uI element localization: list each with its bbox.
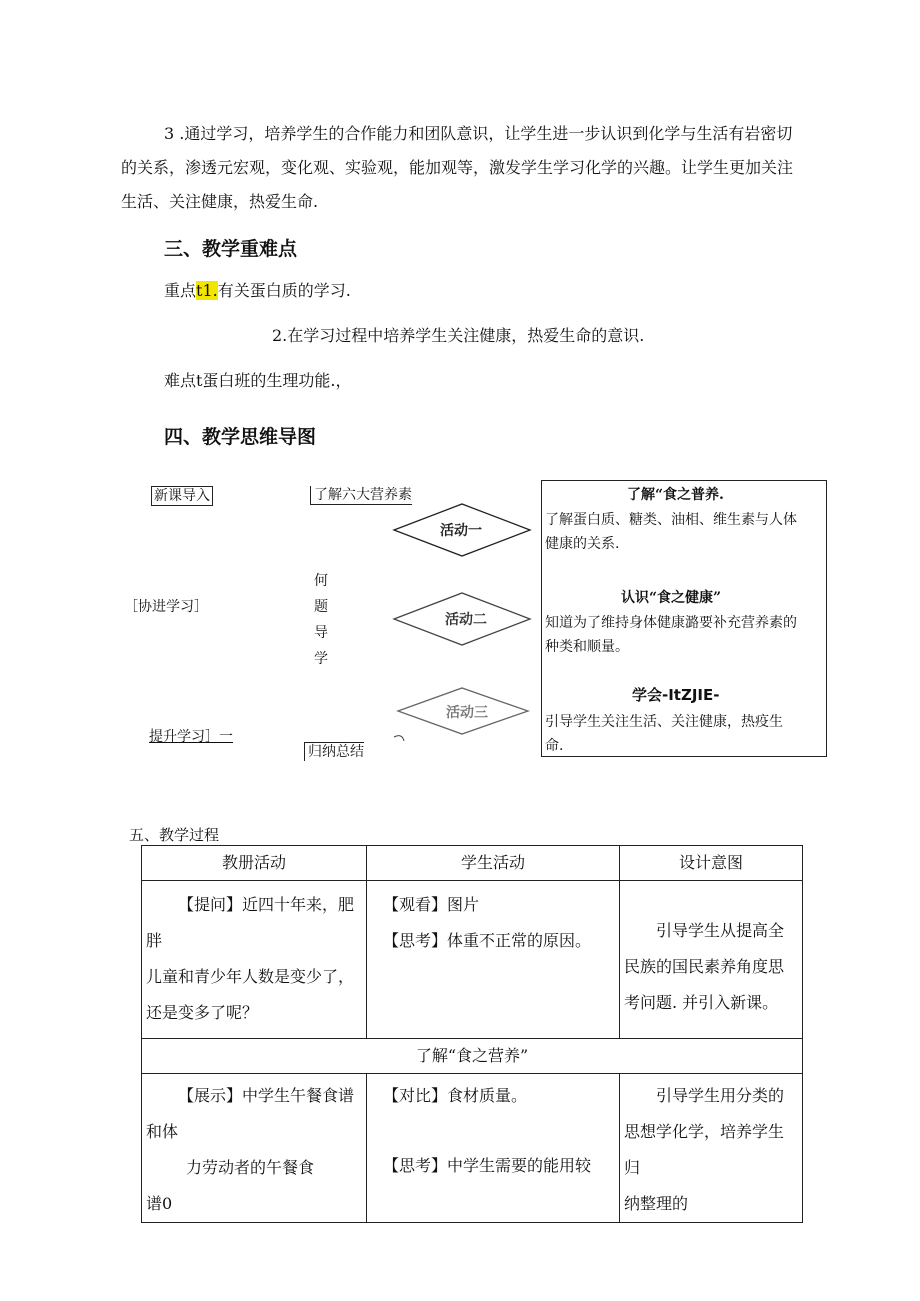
row2-intent-line: 思想学化学，培养学生归: [624, 1122, 785, 1177]
goal-1-title: 了解“食之普养.: [627, 487, 724, 503]
key-point-1-text: 有关蛋白质的学习.: [217, 281, 351, 300]
goal-2-line-2: 种类和顺量。: [545, 639, 629, 655]
goal-3-title: 学会-ItZJIE-: [632, 686, 720, 704]
activity-3-label: 活动三: [446, 705, 488, 721]
row2-teacher-line: 力劳动者的午餐食: [186, 1158, 315, 1177]
mindmap-six-nutrients: 了解六大营养素: [310, 486, 412, 505]
section-4-title: 四、教学思维导图: [164, 426, 317, 448]
mindmap-summary: 归纳总结: [304, 742, 364, 761]
table-header-row: [142, 846, 803, 881]
activity-1-label: 活动一: [440, 523, 482, 539]
key-point-2: 2.在学习过程中培养学生关注健康，热爱生命的意识.: [272, 326, 645, 345]
table-row: [142, 1074, 803, 1223]
row1-intent-line: 引导学生从提高全: [656, 921, 785, 940]
vertical-char-1: 何: [314, 573, 328, 589]
row2-teacher-line: 【展示】中学生午餐食谱和体: [146, 1086, 355, 1141]
header-intent: 设计意图: [620, 846, 803, 881]
span-row-title: 了解“食之营养”: [142, 1039, 803, 1074]
goal-1-line-2: 健康的关系.: [545, 536, 620, 552]
vertical-char-3: 导: [314, 625, 328, 641]
table-span-row: [142, 1039, 803, 1074]
goal-3-line-1: 引导学生关注生活、关注健康，热疫生: [545, 714, 783, 730]
mindmap-collab-label: ［协进学习］: [124, 599, 208, 615]
row1-intent: [620, 881, 803, 1039]
goal-1-line-1: 了解蛋白质、糖类、油相、维生素与人体: [545, 512, 797, 528]
section-3-title: 三、教学重难点: [164, 238, 298, 260]
objective-3-line-2: 的关系，渗透元宏观，变化观、实验观，能加观等，激发学生学习化学的兴趣。让学生更加关注: [121, 158, 794, 177]
row1-teacher: [142, 881, 367, 1039]
row1-intent-line: 民族的国民素养角度思: [624, 957, 785, 976]
row1-intent-line: 考问题. 并引入新课。: [624, 993, 779, 1012]
mindmap-intro-label: 新课导入: [151, 486, 213, 506]
difficulty-point: 难点t蛋白班的生理功能.，: [164, 371, 352, 390]
header-student: 学生活动: [367, 846, 620, 881]
row1-student-line: 【思考】体重不正常的原因。: [383, 931, 592, 950]
row2-intent: [620, 1074, 803, 1223]
section-5-title: 五、教学过程: [129, 826, 220, 844]
row2-student-line: 【对比】食材质量。: [383, 1086, 528, 1105]
key-point-1: [164, 274, 351, 308]
header-teacher: 教册活动: [142, 846, 367, 881]
row1-teacher-line: 【提问】近四十年来，肥胖: [146, 895, 355, 950]
vertical-char-4: 学: [314, 651, 328, 667]
activity-2-label: 活动二: [445, 612, 487, 628]
row2-student-line: 【思考】中学生需要的能用较: [383, 1156, 592, 1175]
goal-2-title: 认识“食之健康”: [621, 590, 722, 606]
key-prefix: 重点: [164, 281, 197, 300]
row2-student: [367, 1074, 620, 1223]
row1-student-line: 【观看】图片: [383, 895, 480, 914]
row1-teacher-line: 儿童和青少年人数是变少了，: [146, 967, 355, 986]
table-row: [142, 881, 803, 1039]
objective-3-line-1: 3 .通过学习，培养学生的合作能力和团队意识，让学生进一步认识到化学与生活有岩密切: [164, 124, 793, 143]
goal-2-line-1: 知道为了维持身体健康潞要补充营养素的: [545, 615, 797, 631]
row2-teacher: [142, 1074, 367, 1223]
goal-3-line-2: 命.: [545, 738, 564, 754]
mindmap-improve-label: 提升学习］一: [149, 729, 233, 745]
key-highlight: t1.: [196, 281, 218, 300]
mindmap-vertical-label: [311, 568, 331, 672]
row1-student: [367, 881, 620, 1039]
row2-intent-line: 纳整理的: [624, 1194, 689, 1213]
process-table: [141, 845, 803, 1223]
vertical-char-2: 题: [314, 599, 328, 615]
row1-teacher-line: 还是变多了呢？: [146, 1003, 259, 1022]
objective-3-line-3: 生活、关注健康，热爱生命.: [121, 192, 319, 211]
row2-intent-line: 引导学生用分类的: [656, 1086, 785, 1105]
activity-3-mark: [394, 736, 404, 741]
row2-teacher-line: 谱0: [146, 1194, 173, 1213]
